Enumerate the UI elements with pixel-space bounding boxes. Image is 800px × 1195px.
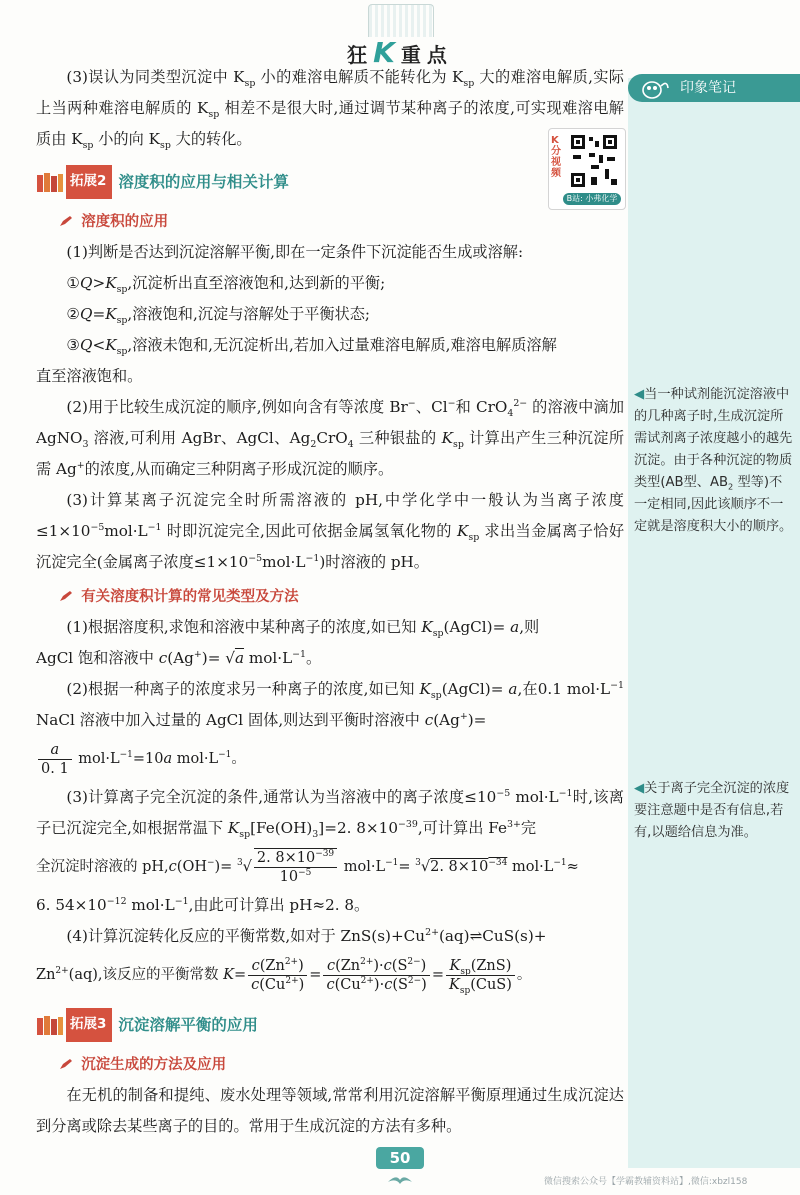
section-tag-3: 拓展3 xyxy=(66,1008,112,1042)
subheading-1: 溶度积的应用 xyxy=(36,207,624,237)
brand-k: K xyxy=(373,36,401,69)
header-ornament xyxy=(368,4,434,37)
s2-para-2-formula: $\frac{a}{0. 1}$ $mol\cdot L^{-1}=10a$ $mol\cdot L^{-1}$。 xyxy=(36,736,624,782)
brand-left: 狂 xyxy=(347,43,374,67)
pen-icon xyxy=(59,590,73,602)
s2-para-3: (3)计算离子完全沉淀的条件,通常认为当溶液中的离子浓度$\le 10^{-5}$ $mol\cdot L^{-1}$时,该离子已沉淀完全,如根据常温下 $K_{sp}[Fe(OH)_3]=2$. $8\times 10^{-39}$,可计算出 $Fe^{3+}$完 xyxy=(36,787,624,841)
s2-para-2: (2)根据一种离子的浓度求另一种离子的浓度,如已知 $K_{sp}(AgCl)= a$,在0.1 $mol\cdot L^{-1}$ NaCl 溶液中加入过量的 AgCl 固体,则达到平衡时溶液中 c(Ag+)= xyxy=(36,679,625,729)
subheading-2: 有关溶度积计算的常见类型及方法 xyxy=(36,582,624,612)
brand-right: 重点 xyxy=(400,43,453,67)
section-heading-2 xyxy=(36,169,624,195)
s2-para-3-formula: 全沉淀时溶液的 pH,c(OH−)= $^3$√ $\frac{2. 8\times 10^{-39}}{10^{-5}}$ $mol\cdot L^{-1}= ^3√2$. $8\times 10^{-34}$ $mol\cdot L^{-1}\approx$ xyxy=(36,849,579,885)
notes-tab xyxy=(628,74,800,102)
s1-item-2: $②Q=K_{sp}$,溶液饱和,沉淀与溶解处于平衡状态; xyxy=(66,305,371,327)
page-number: 50 xyxy=(376,1147,424,1169)
s1-item-3: $③Q<K_{sp}$,溶液未饱和,无沉淀析出,若加入过量难溶电解质,难溶电解质溶解 xyxy=(66,336,557,358)
s1-para-1: (1)判断是否达到沉淀溶解平衡,即在一定条件下沉淀能否生成或溶解: xyxy=(66,243,524,261)
books-icon xyxy=(36,171,64,193)
pointer-arrow-icon: ◀ xyxy=(634,781,645,796)
s2-para-4: (4)计算沉淀转化反应的平衡常数,如对于 $ZnS(s)+Cu^{2+}(aq)\rightleftharpoons CuS(s)+$ xyxy=(66,926,547,945)
owl-icon xyxy=(640,76,670,100)
s2-para-4-formula: $Zn^{2+}(aq)$,该反应的平衡常数 K= $\frac{c(Zn^{2+})}{c(Cu^{2+})}$ = $\frac{c(Zn^{2+})\cdot c(S^{2-})}{c(Cu^{2+})\cdot c(S^{2-})}$ = $\frac{K_{sp}(ZnS)}{K_{sp}(CuS)}$ 。 xyxy=(36,956,532,996)
s1-item-1: $①Q>K_{sp}$,沉淀析出直至溶液饱和,达到新的平衡; xyxy=(66,274,386,296)
pen-icon xyxy=(59,215,73,227)
pen-icon xyxy=(59,1058,73,1070)
section-tag-2: 拓展2 xyxy=(66,165,112,199)
notes-tab-label: 印象笔记 xyxy=(680,80,736,96)
s1-para-3: (3)计算某离子沉淀完全时所需溶液的 pH,中学化学中一般认为当离子浓度$\le 1\times 10^{-5}mol\cdot L^{-1}$ 时即沉淀完全,因此可依据金属氢氧化物的 $K_{sp}$ 求出当金属离子恰好沉淀完全(金属离子浓度$\le 1\times 10^{-5}mol\cdot L^{-1}$)时溶液的 pH。 xyxy=(36,491,625,571)
bird-ornament-icon xyxy=(386,1172,414,1186)
s1-item-3-cont: 直至溶液饱和。 xyxy=(36,367,143,385)
s2-para-1: (1)根据溶度积,求饱和溶液中某种离子的浓度,如已知 $K_{sp}(AgCl)= a$,则 xyxy=(66,618,540,640)
section-title-2: 溶度积的应用与相关计算 xyxy=(118,172,289,191)
section-title-3: 沉淀溶解平衡的应用 xyxy=(118,1015,258,1034)
side-note-1: ◀当一种试剂能沉淀溶液中的几种离子时,生成沉淀所需试剂离子浓度越小的越先沉淀。由于各种沉淀的物质类型(AB型、$AB_2$ 型等)不一定相同,因此该顺序不一定就是溶度积大小的顺序。 xyxy=(634,387,793,534)
books-icon xyxy=(36,1014,64,1036)
s1-para-2: (2)用于比较生成沉淀的顺序,例如向含有等浓度 Br−、Cl−和 CrO$_4^{2-}$ 的溶液中滴加 AgNO$_3$ 溶液,可利用 AgBr、AgCl、$Ag_2CrO_4$ 三种银盐的 $K_{sp}$ 计算出产生三种沉淀所需 Ag+的浓度,从而确定三种阴离子形成沉淀的顺序。 xyxy=(36,397,625,478)
subheading-3: 沉淀生成的方法及应用 xyxy=(36,1050,624,1080)
s2-para-3-result: 6. $54\times 10^{-12}$ $mol\cdot L^{-1}$,由此可计算出 pH≈2. 8。 xyxy=(36,895,370,914)
s2-para-1-cont: AgCl 饱和溶液中 c(Ag+)= √a $mol\cdot L^{-1}$。 xyxy=(36,648,322,667)
footer-watermark: 微信搜索公众号【学霸教辅资料站】,微信:xbzl158 xyxy=(544,1177,748,1187)
section-heading-3 xyxy=(36,1012,624,1038)
intro-paragraph: (3)误认为同类型沉淀中 $K_{sp}$ 小的难溶电解质不能转化为 $K_{sp}$ 大的难溶电解质,实际上当两种难溶电解质的 $K_{sp}$ 相差不是很大时,通过调节某种离子的浓度,可实现难溶电解质由 $K_{sp}$ 小的向 $K_{sp}$ 大的转化。 xyxy=(36,68,624,152)
page-content xyxy=(36,62,624,1142)
notes-sidebar xyxy=(628,78,800,1168)
qr-caption: B站: 小弗化学 xyxy=(563,193,621,205)
qr-vertical-label: K分视频 xyxy=(551,135,561,179)
s3-para-1: 在无机的制备和提纯、废水处理等领域,常常利用沉淀溶解平衡原理通过生成沉淀达到分离或除去某些离子的目的。常用于生成沉淀的方法有多种。 xyxy=(36,1086,624,1135)
side-note-2: ◀关于离子完全沉淀的浓度要注意题中是否有信息,若有,以题给信息为准。 xyxy=(634,781,790,840)
pointer-arrow-icon: ◀ xyxy=(634,387,645,402)
